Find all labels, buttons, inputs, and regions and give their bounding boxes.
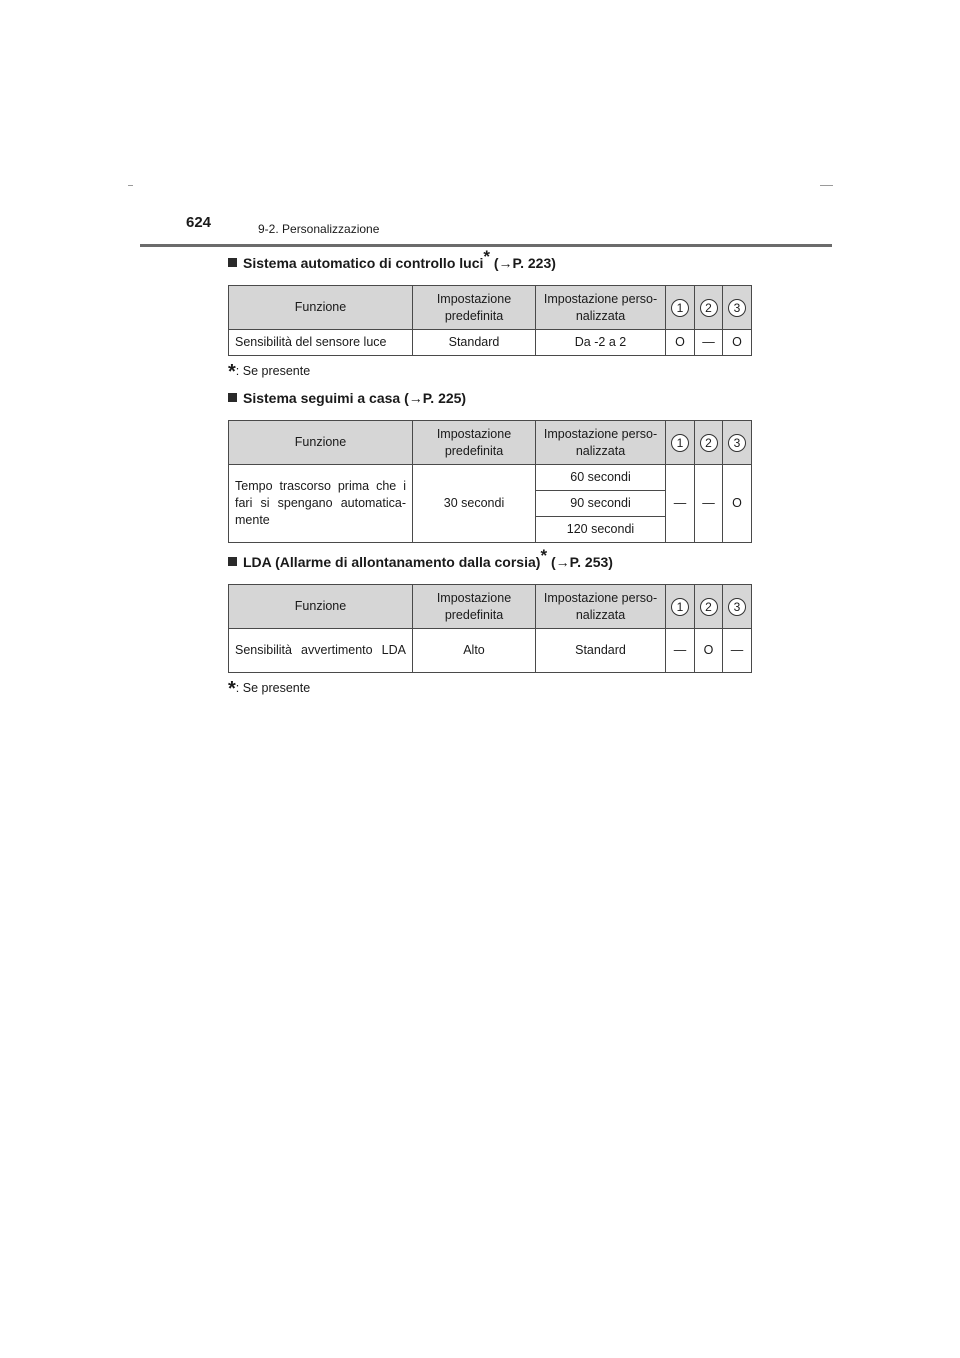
col-header-method-3: [723, 286, 752, 330]
col-header-method-1: [666, 421, 695, 465]
footnote: [228, 678, 311, 700]
section-title-text: Sistema automatico di controllo luci: [243, 255, 484, 271]
crop-mark-left: [128, 185, 133, 186]
col-header-custom: Impostazione perso-nalizzata: [536, 286, 666, 330]
col-header-function: Funzione: [229, 286, 413, 330]
method-number: 3: [728, 434, 746, 452]
section-title-lda: [228, 546, 613, 570]
page-ref: (→P. 225): [404, 390, 467, 406]
section-title-follow-me-home: [228, 390, 466, 406]
col-header-default: Impostazione predefinita: [413, 286, 536, 330]
footnote-star: *: [228, 361, 236, 383]
col-header-method-1: [666, 585, 695, 629]
page-ref: (→P. 223): [493, 255, 556, 271]
cell-method-2: O: [695, 629, 723, 673]
method-number: 1: [671, 434, 689, 452]
section-title-text: Sistema seguimi a casa: [243, 390, 401, 406]
col-header-function: Funzione: [229, 585, 413, 629]
cell-function: Tempo trascorso prima che i fari si spengano automatica-mente: [229, 465, 413, 543]
cell-default: Alto: [413, 629, 536, 673]
table-header-row: [229, 421, 752, 465]
settings-table-lda: [228, 584, 752, 673]
col-header-method-2: [695, 286, 723, 330]
table-row: [229, 629, 752, 673]
page-number: 624: [186, 214, 212, 231]
col-header-default: Impostazione predefinita: [413, 421, 536, 465]
cell-method-2: —: [695, 465, 723, 543]
cell-default: 30 secondi: [413, 465, 536, 543]
cell-option: 120 secondi: [536, 517, 666, 543]
cell-custom: Da -2 a 2: [536, 330, 666, 356]
table-row: [229, 465, 752, 491]
table-header-row: [229, 585, 752, 629]
footnote-star: *: [540, 546, 548, 565]
section-title-text: LDA (Allarme di allontanamento dalla corsia): [243, 554, 541, 570]
method-number: 2: [700, 299, 718, 317]
footnote-text: : Se presente: [235, 364, 311, 378]
cell-method-1: —: [666, 465, 695, 543]
square-bullet-icon: [228, 393, 237, 402]
cell-method-1: O: [666, 330, 695, 356]
col-header-default: Impostazione predefinita: [413, 585, 536, 629]
cell-function: Sensibilità avvertimento LDA: [229, 629, 413, 673]
method-number: 3: [728, 598, 746, 616]
square-bullet-icon: [228, 557, 237, 566]
cell-custom: Standard: [536, 629, 666, 673]
col-header-method-3: [723, 585, 752, 629]
cell-method-2: —: [695, 330, 723, 356]
col-header-custom: Impostazione perso-nalizzata: [536, 585, 666, 629]
col-header-function: Funzione: [229, 421, 413, 465]
col-header-custom: Impostazione perso-nalizzata: [536, 421, 666, 465]
cell-option: 60 secondi: [536, 465, 666, 491]
settings-table-auto-lights: [228, 285, 752, 356]
table-row: [229, 330, 752, 356]
footnote: [228, 361, 311, 383]
chapter-title: 9-2. Personalizzazione: [258, 222, 380, 236]
cell-method-3: O: [723, 330, 752, 356]
method-number: 1: [671, 598, 689, 616]
method-number: 2: [700, 434, 718, 452]
footnote-text: : Se presente: [235, 681, 311, 695]
col-header-method-1: [666, 286, 695, 330]
col-header-method-2: [695, 585, 723, 629]
method-number: 1: [671, 299, 689, 317]
cell-default: Standard: [413, 330, 536, 356]
method-number: 3: [728, 299, 746, 317]
square-bullet-icon: [228, 258, 237, 267]
cell-method-3: —: [723, 629, 752, 673]
col-header-method-2: [695, 421, 723, 465]
crop-mark-right: [820, 185, 833, 186]
settings-table-follow-me-home: [228, 420, 752, 543]
col-header-method-3: [723, 421, 752, 465]
table-header-row: [229, 286, 752, 330]
cell-option: 90 secondi: [536, 491, 666, 517]
section-title-auto-lights: [228, 247, 556, 271]
page-ref: (→P. 253): [550, 554, 613, 570]
footnote-star: *: [228, 678, 236, 700]
footnote-star: *: [483, 247, 490, 266]
cell-method-3: O: [723, 465, 752, 543]
cell-function: Sensibilità del sensore luce: [229, 330, 413, 356]
cell-method-1: —: [666, 629, 695, 673]
method-number: 2: [700, 598, 718, 616]
